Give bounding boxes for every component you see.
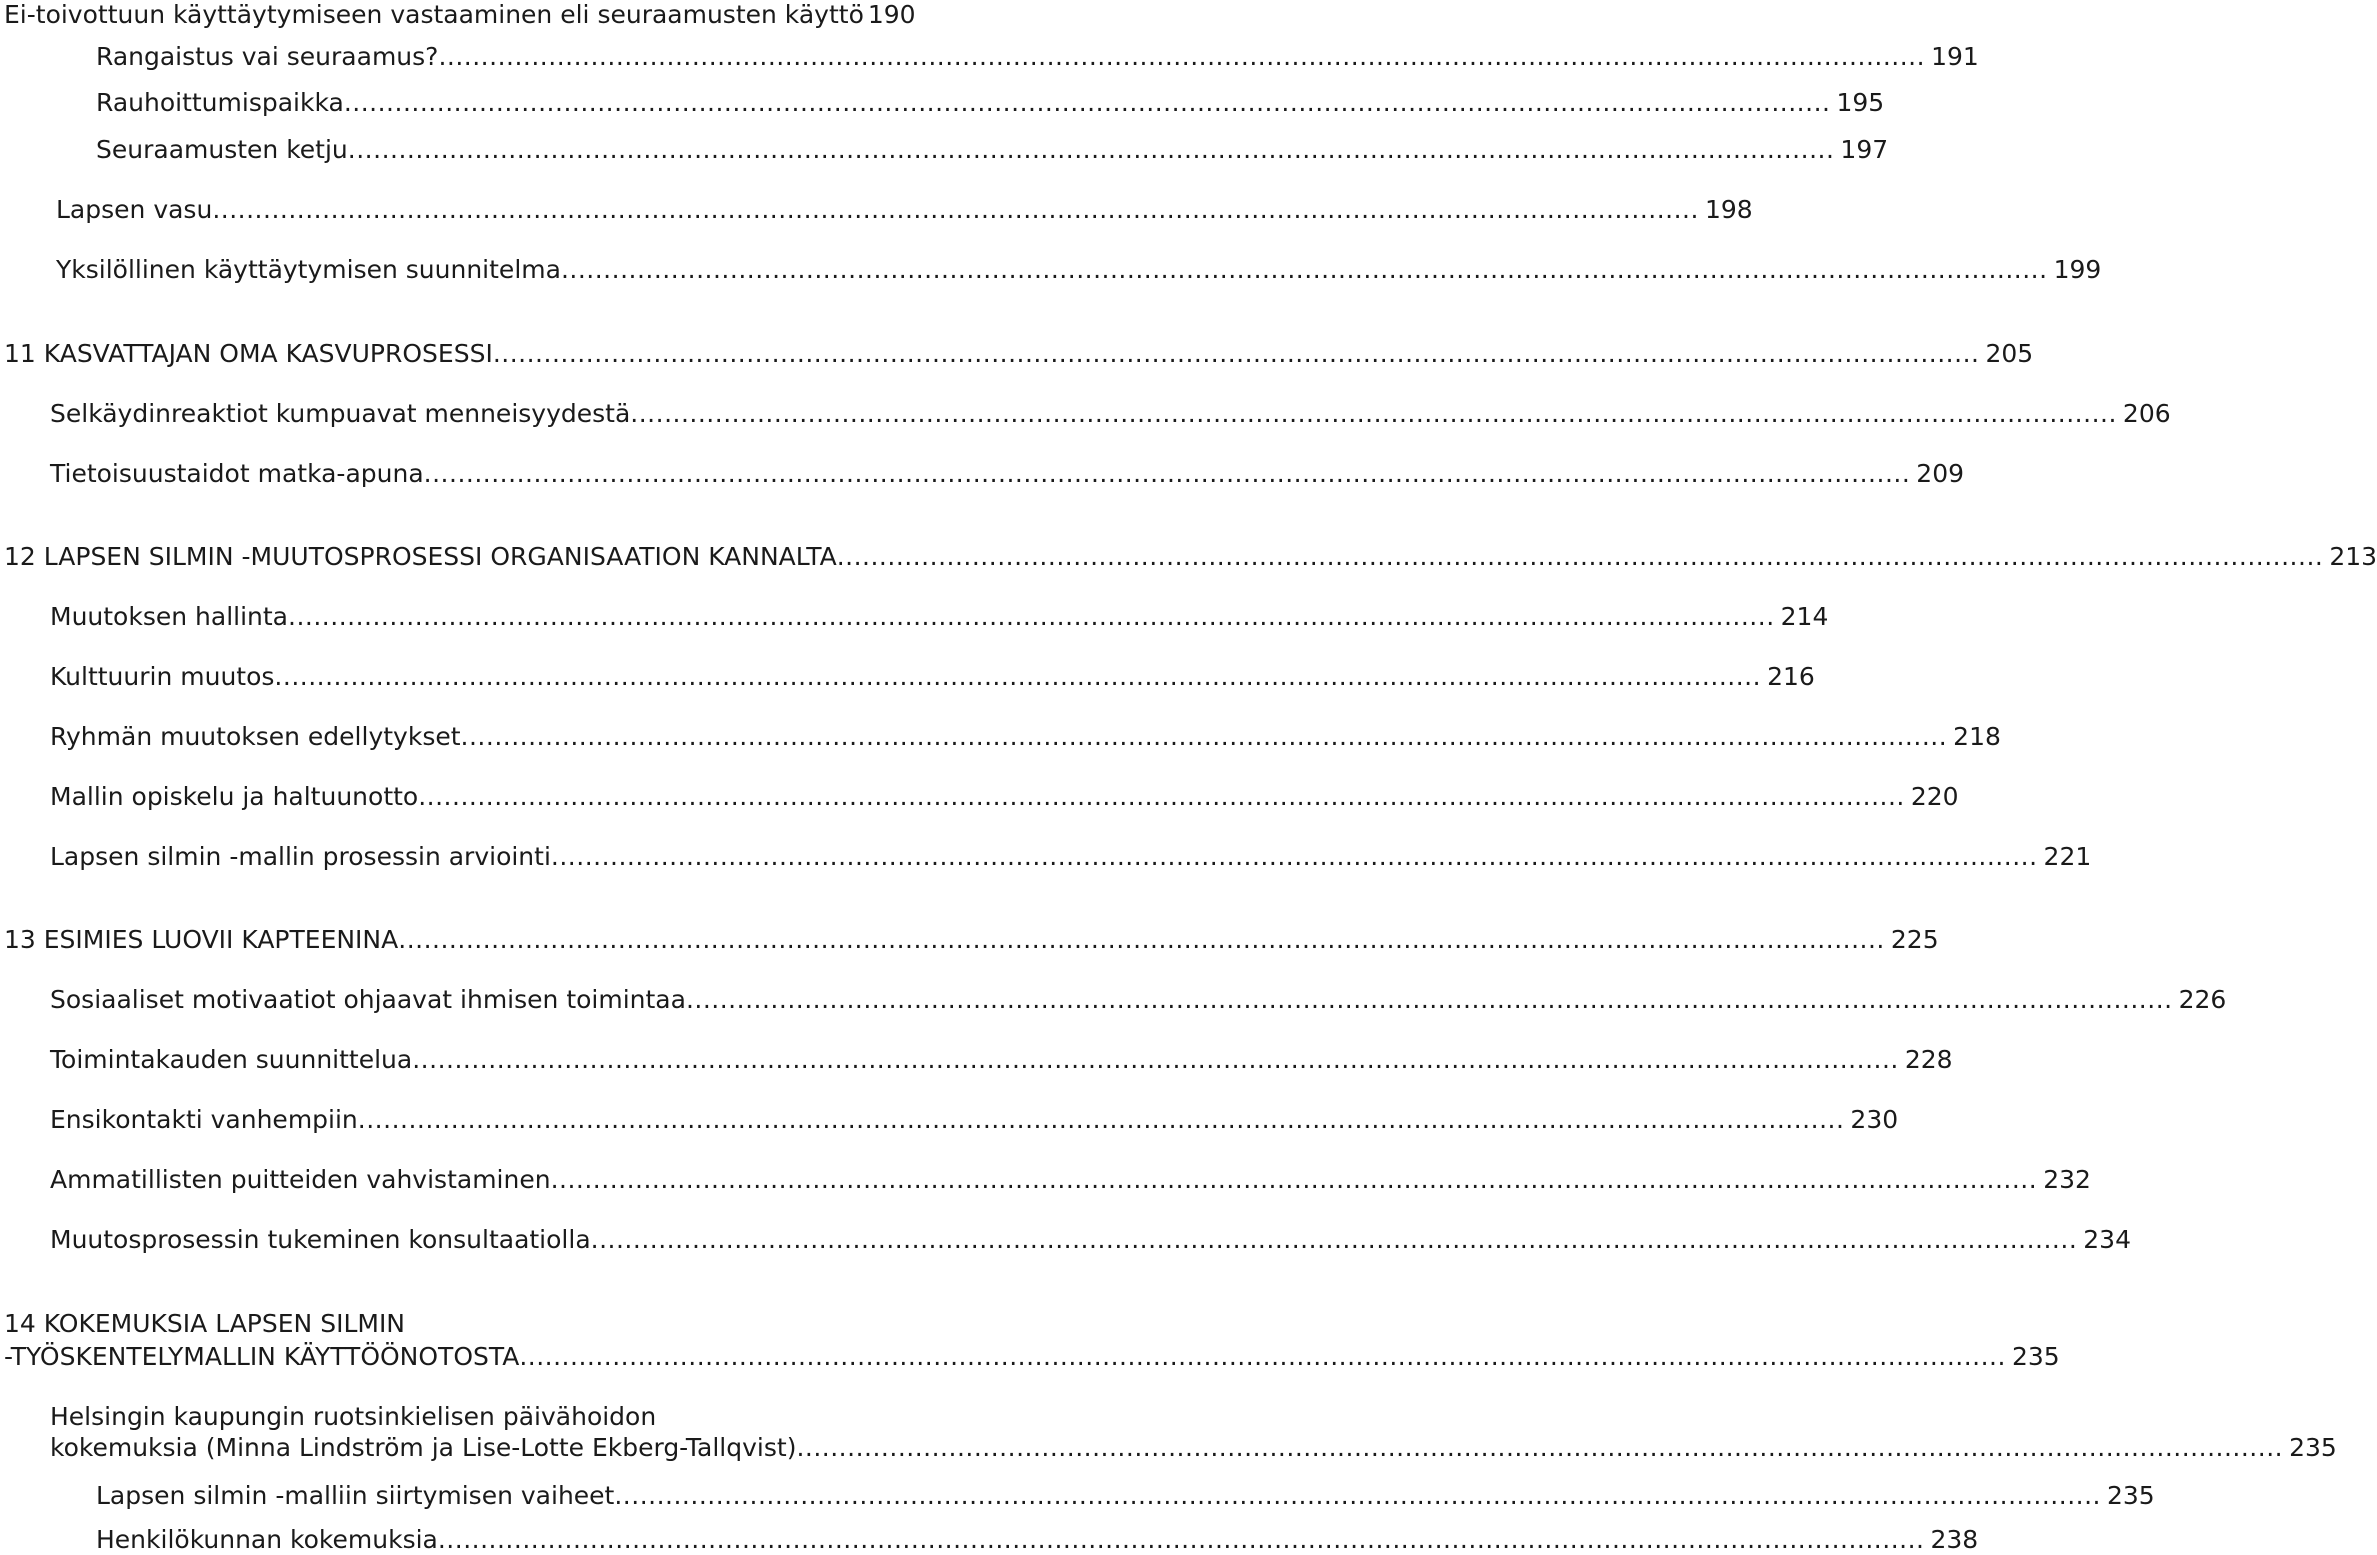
toc-entry-page: 199 <box>2053 255 2102 284</box>
toc-entry-title: Selkäydinreaktiot kumpuavat menneisyydestä <box>50 399 631 428</box>
toc-leader: ................................................................................................................................................................................ <box>423 459 1911 488</box>
toc-chapter-title-line1: 14 KOKEMUKSIA LAPSEN SILMIN <box>4 1309 406 1338</box>
toc-entry <box>50 399 2171 429</box>
toc-entry <box>96 135 1889 165</box>
toc-entry-title: Rauhoittumispaikka <box>96 88 344 117</box>
toc-entry-title: Ei-toivottuun käyttäytymiseen vastaaminen eli seuraamusten käyttö <box>4 0 864 29</box>
toc-entry <box>50 662 1815 692</box>
toc-entry-page: 225 <box>1890 925 1939 954</box>
toc-entry <box>50 722 2001 752</box>
toc-leader: ................................................................................................................................................................................ <box>343 88 1831 117</box>
toc-entry <box>96 42 1979 72</box>
toc-entry-title: 11 KASVATTAJAN OMA KASVUPROSESSI <box>4 339 493 368</box>
toc-entry-title: Lapsen vasu <box>56 195 213 224</box>
toc-chapter <box>4 1342 2060 1372</box>
toc-leader: ................................................................................................................................................................................ <box>347 135 1835 164</box>
toc-entry-page: 228 <box>1904 1045 1953 1074</box>
toc-entry-page: 235 <box>2107 1481 2155 1510</box>
toc-entry <box>56 255 2102 285</box>
toc-entry-page: 206 <box>2122 399 2171 428</box>
toc-leader: ................................................................................................................................................................................ <box>550 1165 2038 1194</box>
toc-leader: ................................................................................................................................................................................ <box>212 195 1699 224</box>
toc-leader: ................................................................................................................................................................................ <box>274 662 1762 691</box>
toc-leader: ................................................................................................................................................................................ <box>630 399 2117 428</box>
toc-entry <box>50 1045 1953 1075</box>
toc-entry-title: -TYÖSKENTELYMALLIN KÄYTTÖÖNOTOSTA <box>4 1342 520 1371</box>
toc-entry <box>4 0 960 30</box>
toc-entry-title: Henkilökunnan kokemuksia <box>96 1525 438 1554</box>
toc-entry-page: 220 <box>1910 782 1959 811</box>
toc-entry-page: 209 <box>1916 459 1965 488</box>
toc-entry-page: 218 <box>1953 722 2001 751</box>
toc-leader: ................................................................................................................................................................................ <box>357 1105 1845 1134</box>
toc-entry-title: Rangaistus vai seuraamus? <box>96 42 439 71</box>
toc-chapter <box>4 925 1939 955</box>
toc-entry-page: 195 <box>1836 88 1885 117</box>
toc-entry-title: Muutoksen hallinta <box>50 602 289 631</box>
toc-entry-page: 232 <box>2043 1165 2091 1194</box>
toc-leader: ................................................................................................................................................................................ <box>796 1433 2284 1462</box>
toc-entry-title: Ammatillisten puitteiden vahvistaminen <box>50 1165 551 1194</box>
toc-entry-page: 198 <box>1704 195 1753 224</box>
toc-entry <box>96 1481 2155 1511</box>
toc-entry <box>50 1165 2091 1195</box>
toc-entry-title: Tietoisuustaidot matka-apuna <box>50 459 424 488</box>
toc-leader: ................................................................................................................................................................................ <box>550 842 2038 871</box>
toc-entry-page: 235 <box>2011 1342 2060 1371</box>
toc-leader: ................................................................................................................................................................................ <box>460 722 1948 751</box>
toc-entry-page: 221 <box>2043 842 2092 871</box>
toc-entry-title: kokemuksia (Minna Lindström ja Lise-Lotte Ekberg-Tallqvist) <box>50 1433 797 1462</box>
toc-entry-title: Sosiaaliset motivaatiot ohjaavat ihmisen toimintaa <box>50 985 686 1014</box>
toc-entry <box>50 985 2227 1015</box>
toc-entry-title: Seuraamusten ketju <box>96 135 348 164</box>
toc-entry-title: Muutosprosessin tukeminen konsultaatiolla <box>50 1225 591 1254</box>
toc-leader: ................................................................................................................................................................................ <box>590 1225 2078 1254</box>
toc-entry-page: 205 <box>1985 339 2034 368</box>
toc-entry-title: 13 ESIMIES LUOVII KAPTEENINA <box>4 925 399 954</box>
toc-entry-page: 197 <box>1840 135 1889 164</box>
toc-entry-page: 234 <box>2083 1225 2131 1254</box>
toc-entry <box>50 1433 2337 1463</box>
toc-entry-title-line1: Helsingin kaupungin ruotsinkielisen päivähoidon <box>50 1402 657 1431</box>
toc-leader: ................................................................................................................................................................................ <box>614 1481 2101 1510</box>
toc-entry-title: Kulttuurin muutos <box>50 662 275 691</box>
toc-leader: ................................................................................................................................................................................ <box>519 1342 2006 1371</box>
toc-entry-title: Lapsen silmin -malliin siirtymisen vaiheet <box>96 1481 615 1510</box>
toc-entry <box>50 782 1959 812</box>
toc-entry-page: 230 <box>1850 1105 1899 1134</box>
toc-leader: ................................................................................................................................................................................ <box>492 339 1980 368</box>
toc-entry-title: Lapsen silmin -mallin prosessin arviointi <box>50 842 551 871</box>
toc-leader: ................................................................................................................................................................................ <box>685 985 2173 1014</box>
toc-entry <box>56 195 1753 225</box>
toc-leader: ................................................................................................................................................................................ <box>418 782 1905 811</box>
toc-leader: ................................................................................................................................................................................ <box>398 925 1885 954</box>
toc-entry-title: Ensikontakti vanhempiin <box>50 1105 358 1134</box>
toc-leader: ................................................................................................................................................................................ <box>438 42 1926 71</box>
toc-entry <box>50 842 2092 872</box>
toc-entry <box>50 459 1965 489</box>
toc-entry-page: 238 <box>1930 1525 1979 1554</box>
toc-entry-title: Ryhmän muutoksen edellytykset <box>50 722 461 751</box>
toc-entry-title: 12 LAPSEN SILMIN -MUUTOSPROSESSI ORGANISAATION KANNALTA <box>4 542 837 571</box>
toc-entry-page: 235 <box>2289 1433 2337 1462</box>
toc-leader: ................................................................................................................................................................................ <box>288 602 1775 631</box>
toc-entry <box>96 88 1885 118</box>
toc-entry-page: 190 <box>867 0 916 29</box>
toc-entry <box>50 1225 2131 1255</box>
toc-entry-page: 226 <box>2178 985 2227 1014</box>
toc-entry <box>96 1525 1979 1555</box>
toc-entry-page: 214 <box>1780 602 1829 631</box>
toc-leader: ................................................................................................................................................................................ <box>836 542 2324 571</box>
toc-entry <box>50 1105 1899 1135</box>
toc-entry-page: 216 <box>1767 662 1815 691</box>
toc-chapter <box>4 339 2034 369</box>
toc-entry-page: 213 <box>2329 542 2377 571</box>
toc-entry-title: Toimintakauden suunnittelua <box>50 1045 413 1074</box>
toc-entry-title: Mallin opiskelu ja haltuunotto <box>50 782 419 811</box>
toc-entry <box>50 602 1829 632</box>
toc-entry-title: Yksilöllinen käyttäytymisen suunnitelma <box>56 255 561 284</box>
toc-leader: ................................................................................................................................................................................ <box>412 1045 1899 1074</box>
toc-leader: ................................................................................................................................................................................ <box>437 1525 1925 1554</box>
toc-chapter <box>4 542 2377 572</box>
toc-entry-page: 191 <box>1931 42 1979 71</box>
toc-leader: ................................................................................................................................................................................ <box>560 255 2048 284</box>
